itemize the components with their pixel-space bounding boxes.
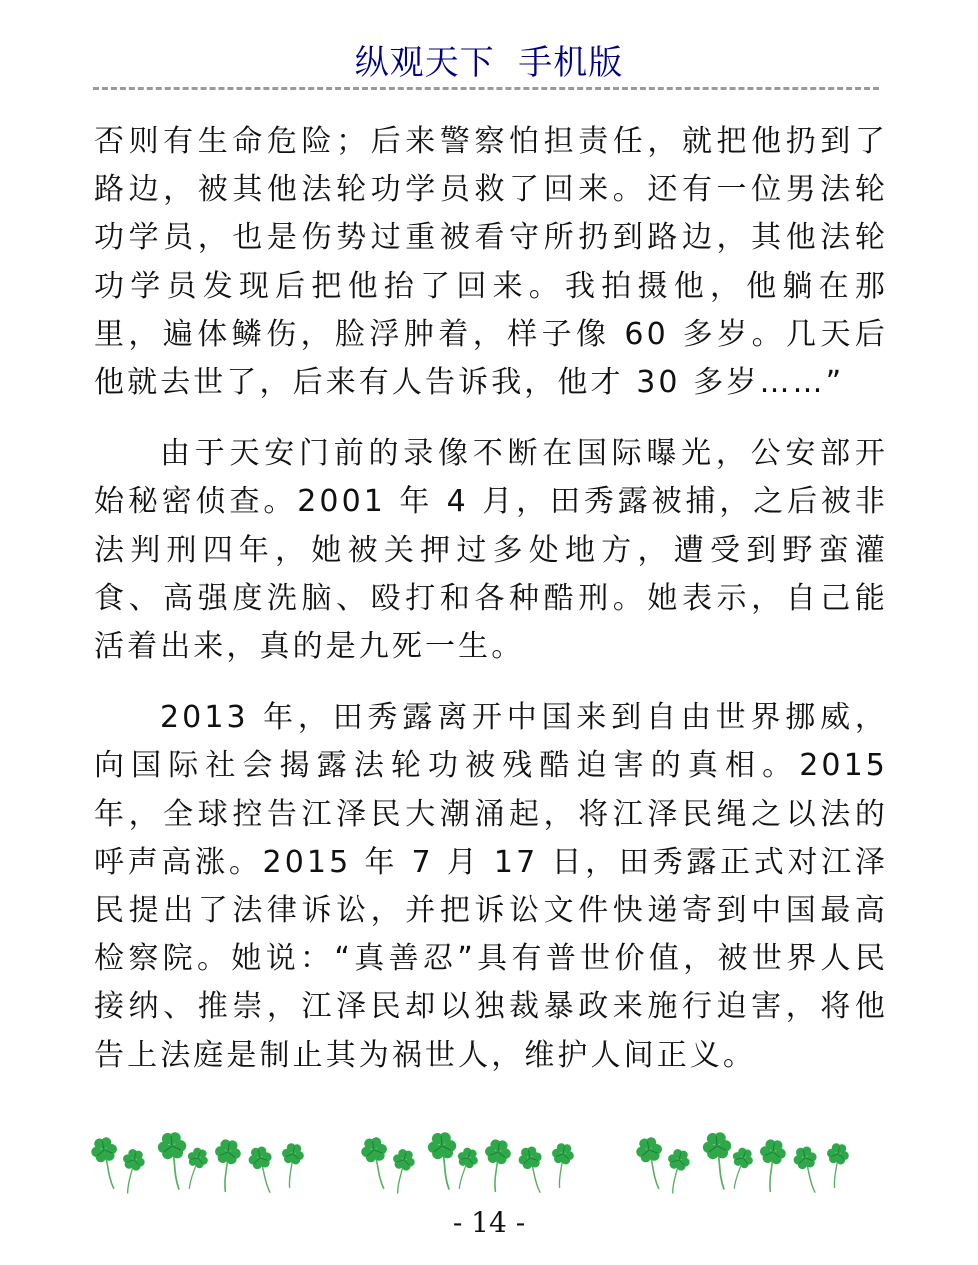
clover-icon [635,1124,857,1196]
header-divider [93,87,879,90]
page-number: - 14 - [452,1206,526,1239]
clover-icon [90,1124,312,1196]
clover-decoration [0,1124,978,1204]
clover-icon [360,1124,582,1196]
paragraph: 2013 年，田秀露离开中国来到自由世界挪威，向国际社会揭露法轮功被残酷迫害的真相。2015 年，全球控告江泽民大潮涌起，将江泽民绳之以法的呼声高涨。2015 年 7 月 17 日，田秀露正式对江泽民提出了法律诉讼，并把诉讼文件快递寄到中国最高检察院。她说：“真善忍”具有普世价值，被世界人民接纳、推崇，江泽民却以独裁暴政来施行迫害，将他告上法庭是制止其为祸世人，维护人间正义。 [94,700,888,1073]
paragraph: 由于天安门前的录像不断在国际曝光，公安部开始秘密侦查。2001 年 4 月，田秀露被捕，之后被非法判刑四年，她被关押过多处地方，遭受到野蛮灌食、高强度洗脑、殴打和各种酷刑。她表示，自己能活着出来，真的是九死一生。 [94,436,888,665]
article-body [94,118,888,1080]
paragraph: 否则有生命危险；后来警察怕担责任，就把他扔到了路边，被其他法轮功学员救了回来。还有一位男法轮功学员，也是伤势过重被看守所扔到路边，其他法轮功学员发现后把他抬了回来。我拍摄他，他躺在那里，遍体鳞伤，脸浮肿着，样子像 60 多岁。几天后他就去世了，后来有人告诉我，他才 30 多岁……” [94,124,888,401]
header-title: 纵观天下 手机版 [354,43,624,83]
